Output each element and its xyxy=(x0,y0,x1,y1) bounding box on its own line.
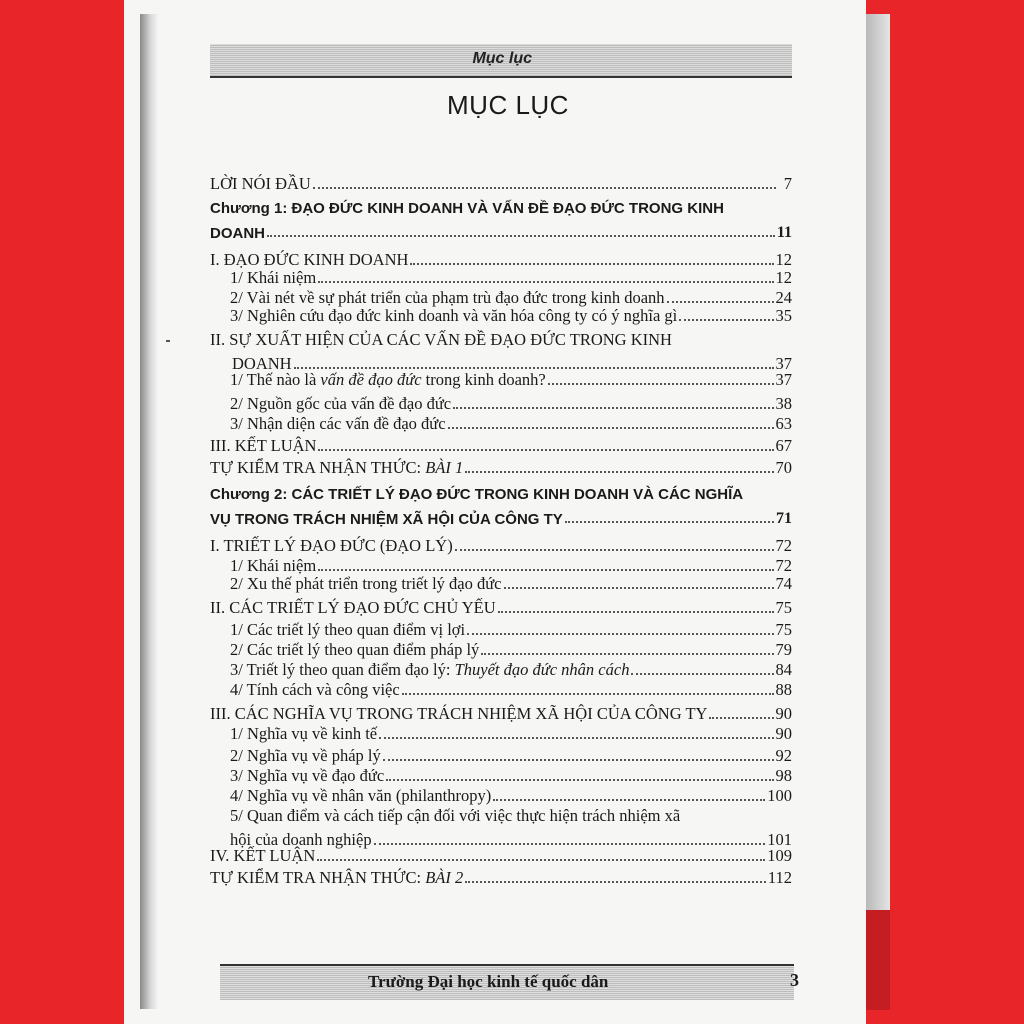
toc-entry[interactable] xyxy=(210,846,792,866)
dot-leader xyxy=(318,280,773,283)
toc-page-number: 75 xyxy=(775,620,792,639)
toc-page-number: 7 xyxy=(783,174,792,193)
dot-leader xyxy=(317,858,765,861)
toc-entry[interactable] xyxy=(230,268,792,288)
toc-entry[interactable] xyxy=(230,414,792,434)
toc-entry[interactable] xyxy=(210,536,792,556)
dot-leader xyxy=(504,586,774,589)
toc-page-number: 72 xyxy=(775,536,792,555)
dot-leader xyxy=(481,652,773,655)
toc-entry-label: LỜI NÓI ĐẦU xyxy=(210,174,311,193)
toc-entry-label: 2/ Xu thế phát triển trong triết lý đạo đức xyxy=(230,574,502,593)
toc-entry-label: I. ĐẠO ĐỨC KINH DOANH xyxy=(210,250,409,269)
dot-leader xyxy=(498,610,774,613)
toc-entry-label: Chương 2: CÁC TRIẾT LÝ ĐẠO ĐỨC TRONG KINH DOANH VÀ CÁC NGHĨA xyxy=(210,486,744,503)
toc-entry[interactable] xyxy=(230,370,792,390)
toc-page-number: 12 xyxy=(775,268,792,287)
toc-entry[interactable] xyxy=(230,620,792,640)
toc-entry-label: 1/ Nghĩa vụ về kinh tế xyxy=(230,724,378,743)
dot-leader xyxy=(467,632,773,635)
toc-page-number: 79 xyxy=(775,640,792,659)
toc-page-number: 67 xyxy=(775,436,792,455)
toc-entry-label: I. TRIẾT LÝ ĐẠO ĐỨC (ĐẠO LÝ) xyxy=(210,536,453,555)
dot-leader xyxy=(448,426,774,429)
toc-entry-label: 5/ Quan điểm và cách tiếp cận đối với việc thực hiện trách nhiệm xã xyxy=(230,806,681,825)
toc-page-number: 112 xyxy=(767,868,792,887)
toc-entry[interactable] xyxy=(230,746,792,766)
toc-entry[interactable] xyxy=(210,704,792,724)
toc-entry-label: 3/ Nghiên cứu đạo đức kinh doanh và văn hóa công ty có ý nghĩa gì xyxy=(230,306,678,325)
toc-entry-label: VỤ TRONG TRÁCH NHIỆM XÃ HỘI CỦA CÔNG TY xyxy=(210,511,563,528)
toc-entry-label: III. CÁC NGHĨA VỤ TRONG TRÁCH NHIỆM XÃ HỘI CỦA CÔNG TY xyxy=(210,704,708,723)
dot-leader xyxy=(267,234,775,237)
toc-page-number: 92 xyxy=(775,746,792,765)
dot-leader xyxy=(374,842,766,845)
toc-entry-label: Chương 1: ĐẠO ĐỨC KINH DOANH VÀ VẤN ĐỀ ĐẠO ĐỨC TRONG KINH xyxy=(210,200,724,217)
toc-entry-label: IV. KẾT LUẬN xyxy=(210,846,316,865)
dot-leader xyxy=(410,262,773,265)
toc-entry-label: II. SỰ XUẤT HIỆN CỦA CÁC VẤN ĐỀ ĐẠO ĐỨC TRONG KINH xyxy=(210,330,672,349)
running-footer xyxy=(220,964,799,1000)
dot-leader xyxy=(709,716,773,719)
toc-entry-label: 1/ Khái niệm xyxy=(230,268,317,287)
dot-leader xyxy=(453,406,773,409)
toc-entry[interactable] xyxy=(230,574,792,594)
toc-entry-label: 4/ Nghĩa vụ về nhân văn (philanthropy) xyxy=(230,786,492,805)
toc-entry[interactable] xyxy=(210,224,792,242)
toc-entry[interactable] xyxy=(230,660,792,680)
toc-entry[interactable] xyxy=(210,436,792,456)
toc-entry[interactable] xyxy=(230,680,792,700)
stray-mark xyxy=(166,340,170,342)
toc-entry-label: 2/ Vài nét về sự phát triển của phạm trù đạo đức trong kinh doanh xyxy=(230,288,665,307)
dot-leader xyxy=(318,568,773,571)
toc-entry-label: 4/ Tính cách và công việc xyxy=(230,680,400,699)
toc-entry-label: 1/ Khái niệm xyxy=(230,556,317,575)
toc-entry-label: II. CÁC TRIẾT LÝ ĐẠO ĐỨC CHỦ YẾU xyxy=(210,598,496,617)
toc-entry-label: 2/ Các triết lý theo quan điểm pháp lý xyxy=(230,640,480,659)
toc-entry[interactable] xyxy=(230,766,792,786)
toc-page-number: 100 xyxy=(767,786,792,805)
footer-page-number: 3 xyxy=(790,970,799,990)
dot-leader xyxy=(313,186,776,189)
toc-page-number: 11 xyxy=(776,224,792,241)
toc-entry-line1 xyxy=(210,486,792,503)
toc-entry[interactable] xyxy=(230,556,792,576)
toc-entry-label: 3/ Nhận diện các vấn đề đạo đức xyxy=(230,414,446,433)
toc-entry-label: 3/ Nghĩa vụ về đạo đức xyxy=(230,766,385,785)
toc-page-number: 38 xyxy=(775,394,792,413)
toc-page-number: 98 xyxy=(775,766,792,785)
dot-leader xyxy=(455,548,774,551)
toc-entry-label: 3/ Triết lý theo quan điểm đạo lý: Thuyết đạo đức nhân cách xyxy=(230,660,630,679)
toc-entry[interactable] xyxy=(230,288,792,308)
dot-leader xyxy=(318,448,773,451)
toc-entry-label: 1/ Các triết lý theo quan điểm vị lợi xyxy=(230,620,466,639)
toc-page-number: 37 xyxy=(775,354,792,373)
toc-page-number: 24 xyxy=(775,288,792,307)
toc-page-number: 90 xyxy=(775,724,792,743)
toc-page-number: 63 xyxy=(775,414,792,433)
toc-entry[interactable] xyxy=(230,394,792,414)
toc-entry[interactable] xyxy=(210,250,792,270)
toc-entry-label: 2/ Nghĩa vụ về pháp lý xyxy=(230,746,381,765)
toc-entry[interactable] xyxy=(230,786,792,806)
toc-page-number: 88 xyxy=(775,680,792,699)
book-cover-edge xyxy=(866,910,890,1010)
toc-entry-label: DOANH xyxy=(210,225,265,242)
toc-page-number: 75 xyxy=(775,598,792,617)
toc-entry[interactable] xyxy=(210,174,792,194)
dot-leader xyxy=(402,692,774,695)
toc-entry[interactable] xyxy=(230,640,792,660)
dot-leader xyxy=(379,736,773,739)
toc-entry[interactable] xyxy=(210,868,792,888)
toc-entry-line1 xyxy=(210,200,792,217)
toc-page-number: 12 xyxy=(775,250,792,269)
toc-entry[interactable] xyxy=(210,598,792,618)
toc-page-number: 84 xyxy=(775,660,792,679)
toc-page-number: 72 xyxy=(775,556,792,575)
dot-leader xyxy=(667,300,774,303)
toc-entry-label: 1/ Thế nào là vấn đề đạo đức trong kinh doanh? xyxy=(230,370,546,389)
toc-page-number: 37 xyxy=(775,370,792,389)
page-title: MỤC LỤC xyxy=(447,90,569,120)
toc-entry-line1 xyxy=(230,806,792,826)
toc-page-number: 71 xyxy=(776,510,792,527)
dot-leader xyxy=(386,778,773,781)
dot-leader xyxy=(383,758,774,761)
running-header-title: Mục lục xyxy=(472,50,532,67)
toc-page-number: 74 xyxy=(775,574,792,593)
dot-leader xyxy=(465,470,773,473)
toc-entry-label: hội của doanh nghiệp xyxy=(230,830,372,849)
dot-leader xyxy=(631,672,773,675)
dot-leader xyxy=(565,520,774,523)
toc-entry[interactable] xyxy=(230,306,792,326)
dot-leader xyxy=(294,366,774,369)
dot-leader xyxy=(493,798,765,801)
toc-entry[interactable] xyxy=(230,724,792,744)
toc-entry-label: 2/ Nguồn gốc của vấn đề đạo đức xyxy=(230,394,452,413)
footer-institution: Trường Đại học kinh tế quốc dân xyxy=(368,972,609,991)
toc-page-number: 90 xyxy=(775,704,792,723)
toc-entry[interactable] xyxy=(210,458,792,478)
dot-leader xyxy=(548,382,774,385)
toc-entry-label: TỰ KIỂM TRA NHẬN THỨC: BÀI 2 xyxy=(210,868,464,887)
toc-entry[interactable] xyxy=(210,510,792,528)
dot-leader xyxy=(679,318,773,321)
toc-entry-label: TỰ KIỂM TRA NHẬN THỨC: BÀI 1 xyxy=(210,458,464,477)
toc-page-number: 109 xyxy=(767,846,792,865)
toc-page-number: 35 xyxy=(775,306,792,325)
dot-leader xyxy=(465,880,766,883)
toc-entry-label: DOANH xyxy=(232,354,292,373)
toc-entry-line1 xyxy=(210,330,792,350)
scan-edge-right xyxy=(866,14,890,1009)
toc-page-number: 70 xyxy=(775,458,792,477)
running-header xyxy=(210,44,792,78)
scan-edge-left xyxy=(140,14,158,1009)
toc-page-number: 101 xyxy=(767,830,792,849)
toc-entry-label: III. KẾT LUẬN xyxy=(210,436,317,455)
